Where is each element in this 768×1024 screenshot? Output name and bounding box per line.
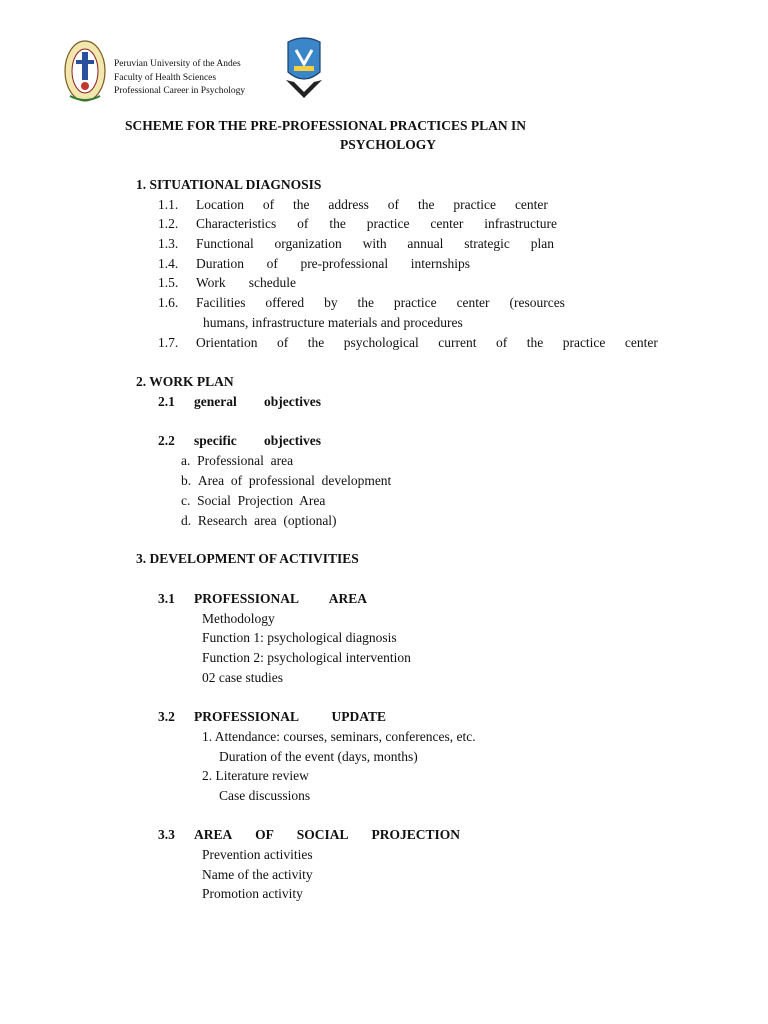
item-word: the bbox=[357, 295, 374, 310]
document-header bbox=[62, 38, 462, 108]
list-letter: d. bbox=[181, 513, 192, 528]
list-letter: b. bbox=[181, 473, 192, 488]
item-word: Functional bbox=[196, 236, 254, 251]
list-text: Social Projection Area bbox=[197, 493, 326, 508]
item-word: the bbox=[293, 197, 310, 212]
item-word: Location bbox=[196, 197, 244, 212]
item-word: the bbox=[307, 335, 325, 350]
objective-list-item bbox=[181, 493, 325, 509]
document-title-line1: SCHEME FOR THE PRE-PROFESSIONAL PRACTICES PLAN IN bbox=[125, 118, 527, 133]
list-text: Professional area bbox=[197, 453, 294, 468]
item-word: of bbox=[297, 216, 309, 231]
item-word: by bbox=[324, 295, 338, 310]
list-letter: c. bbox=[181, 493, 191, 508]
item-word: practice bbox=[453, 197, 497, 212]
item-word: offered bbox=[265, 295, 305, 310]
item-word: practice bbox=[366, 216, 410, 231]
activity-line: Duration of the event (days, months) bbox=[219, 749, 418, 764]
item-word: Characteristics bbox=[196, 216, 277, 231]
subheading-number: 2.2 bbox=[158, 433, 175, 448]
item-text-words bbox=[196, 335, 658, 351]
item-word: (resources bbox=[509, 295, 565, 310]
subheading-word: objectives bbox=[264, 433, 321, 448]
item-number: 1.7. bbox=[158, 335, 179, 350]
org-line: Faculty of Health Sciences bbox=[114, 72, 217, 83]
subheading-number: 3.1 bbox=[158, 591, 175, 606]
item-word: Facilities bbox=[196, 295, 246, 310]
section3-heading: 3. DEVELOPMENT OF ACTIVITIES bbox=[136, 551, 359, 566]
item-number: 1.4. bbox=[158, 256, 179, 271]
item-word: current bbox=[438, 335, 477, 350]
item-number: 1.1. bbox=[158, 197, 179, 212]
subheading-number: 3.3 bbox=[158, 827, 175, 842]
item-word: plan bbox=[530, 236, 554, 251]
objective-list-item bbox=[181, 473, 391, 489]
activity-line: 2. Literature review bbox=[202, 768, 309, 783]
item-word: Duration bbox=[196, 256, 244, 271]
item-word: of bbox=[495, 335, 508, 350]
document-title-line2: PSYCHOLOGY bbox=[340, 137, 437, 152]
item-word: of bbox=[387, 197, 400, 212]
item-word: Work bbox=[196, 275, 226, 290]
activity-line: Promotion activity bbox=[202, 886, 303, 901]
faculty-crest-logo bbox=[284, 36, 324, 100]
activity-line: Function 2: psychological intervention bbox=[202, 650, 411, 665]
item-number: 1.2. bbox=[158, 216, 179, 231]
item-word: the bbox=[526, 335, 544, 350]
subheading-word: general bbox=[194, 394, 237, 409]
org-line: Peruvian University of the Andes bbox=[114, 59, 241, 69]
subheading-word: specific bbox=[194, 433, 237, 448]
item-text-continuation: humans, infrastructure materials and procedures bbox=[203, 315, 463, 330]
item-word: practice bbox=[562, 335, 606, 350]
item-word: annual bbox=[407, 236, 444, 251]
objective-list-item bbox=[181, 453, 293, 469]
subheading-word: UPDATE bbox=[331, 709, 386, 724]
activity-line: Case discussions bbox=[219, 788, 311, 803]
subheading-number: 2.1 bbox=[158, 394, 175, 409]
list-letter: a. bbox=[181, 453, 191, 468]
item-word: internships bbox=[410, 256, 470, 271]
item-word: center bbox=[514, 197, 548, 212]
list-text: Area of professional development bbox=[197, 473, 392, 488]
item-word: organization bbox=[274, 236, 342, 251]
item-word: strategic bbox=[464, 236, 510, 251]
item-word: the bbox=[329, 216, 346, 231]
subheading-word: PROFESSIONAL bbox=[194, 709, 300, 724]
item-word: address bbox=[328, 197, 369, 212]
list-text: Research area (optional) bbox=[197, 513, 337, 528]
item-word: pre-professional bbox=[300, 256, 389, 271]
activity-line: 1. Attendance: courses, seminars, conferences, etc. bbox=[202, 729, 476, 744]
item-word: infrastructure bbox=[484, 216, 557, 231]
subheading-word: OF bbox=[255, 827, 274, 842]
item-word: psychological bbox=[343, 335, 419, 350]
subheading-number: 3.2 bbox=[158, 709, 175, 724]
university-seal-logo bbox=[62, 38, 108, 104]
item-word: schedule bbox=[248, 275, 296, 290]
section2-heading: 2. WORK PLAN bbox=[136, 374, 234, 389]
item-word: center bbox=[624, 335, 658, 350]
item-number: 1.3. bbox=[158, 236, 179, 251]
item-text-words bbox=[196, 256, 470, 272]
item-word: center bbox=[430, 216, 464, 231]
activity-line: Methodology bbox=[202, 611, 275, 626]
item-word: with bbox=[362, 236, 387, 251]
item-word: of bbox=[266, 256, 278, 271]
objective-list-item bbox=[181, 513, 337, 529]
activity-line: Prevention activities bbox=[202, 847, 313, 862]
item-text-words bbox=[196, 197, 548, 213]
item-text-words bbox=[196, 295, 565, 311]
section1-heading: 1. SITUATIONAL DIAGNOSIS bbox=[136, 177, 322, 192]
item-word: center bbox=[456, 295, 490, 310]
subheading-word: PROFESSIONAL bbox=[194, 591, 300, 606]
item-text-words bbox=[196, 275, 296, 291]
item-number: 1.5. bbox=[158, 275, 179, 290]
subheading-word: PROJECTION bbox=[371, 827, 460, 842]
org-line: Professional Career in Psychology bbox=[114, 86, 246, 96]
item-word: practice bbox=[393, 295, 437, 310]
activity-line: Name of the activity bbox=[202, 867, 313, 882]
item-word: Orientation bbox=[196, 335, 258, 350]
item-number: 1.6. bbox=[158, 295, 179, 310]
item-word: of bbox=[276, 335, 289, 350]
subheading-word: SOCIAL bbox=[296, 827, 349, 842]
activity-line: 02 case studies bbox=[202, 670, 283, 685]
item-word: of bbox=[262, 197, 275, 212]
item-text-words bbox=[196, 236, 554, 252]
item-word: the bbox=[417, 197, 435, 212]
organization-lines bbox=[114, 58, 245, 99]
activity-line: Function 1: psychological diagnosis bbox=[202, 630, 397, 645]
subheading-word: objectives bbox=[264, 394, 321, 409]
subheading-word: AREA bbox=[194, 827, 233, 842]
item-text-words bbox=[196, 216, 557, 232]
subheading-word: AREA bbox=[328, 591, 367, 606]
